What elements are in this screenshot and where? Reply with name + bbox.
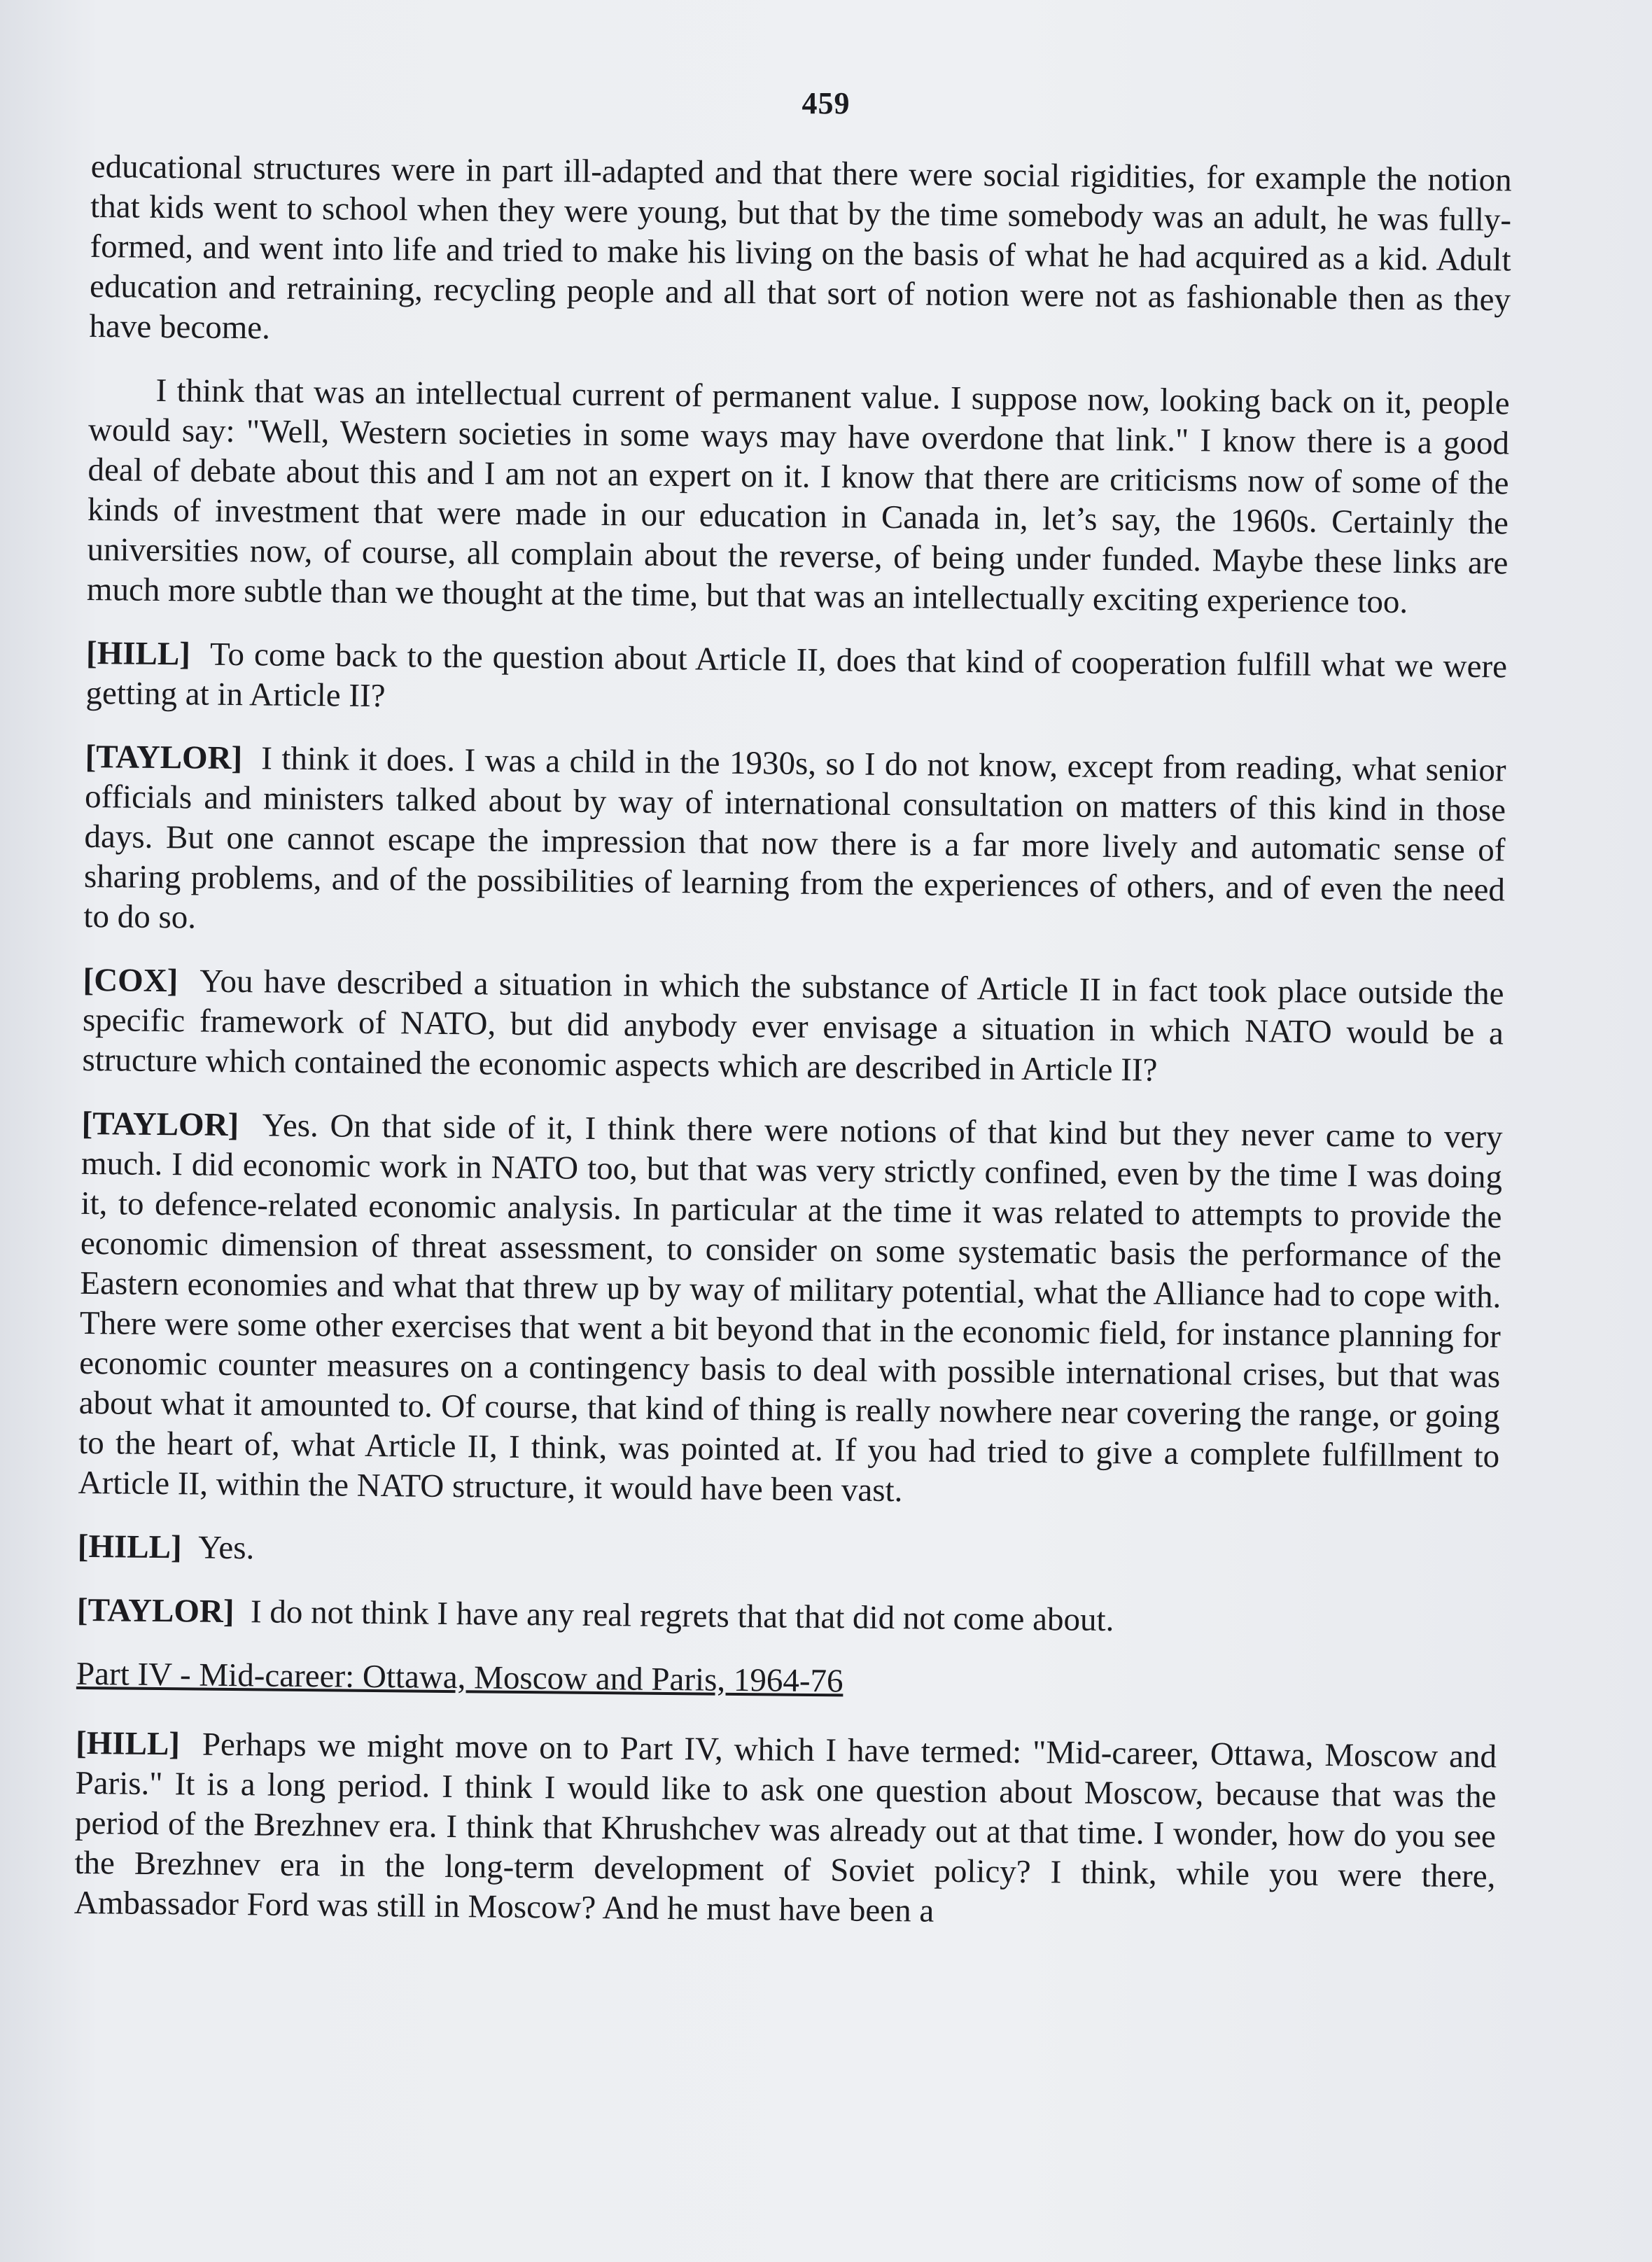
speaker-label: [HILL] <box>77 1528 182 1566</box>
paragraph <box>85 634 1507 727</box>
speaker-label: [HILL] <box>75 1724 181 1763</box>
speaker-label: [TAYLOR] <box>85 738 243 777</box>
paragraph <box>78 1527 1499 1580</box>
transcript-body <box>74 147 1512 1960</box>
section-heading: Part IV - Mid-career: Ottawa, Moscow and Paris, 1964-76 <box>76 1655 844 1700</box>
page-number: 459 <box>802 86 850 120</box>
paragraph-text: Yes. On that side of it, I think there were notions of that kind but they never came to very much. I did economic work in NATO too, but that was very strictly confined, even by the time I was doing it, to defence-related economic analysis. In particular at the time it was related to attempts to provide the economic dimension of threat assessment, to consider on some systematic basis the performance of the Eastern economies and what that threw up by way of military potential, what the Alliance had to cope with. There were some other exercises that went a bit beyond that in the economic field, for instance planning for economic counter measures on a contingency basis to deal with possible international crises, but that was about what it amounted to. Of course, that kind of thing is really nowhere near covering the range, or going to the heart of, what Article II, I think, was pointed at. If you had tried to give a complete fulfillment to Article II, within the NATO structure, it would have been vast. <box>78 1107 1503 1509</box>
paragraph-text: Perhaps we might move on to Part IV, which I have termed: "Mid-career, Ottawa, Moscow and Paris." It is a long period. I think I would like to ask one question about Moscow, because that was the period of the Brezhnev era. I think that Khrushchev was already out at that time. I wonder, how do you see the Brezhnev era in the long-term development of Soviet policy? I think, while you were there, Ambassador Ford was still in Moscow? And he must have been a <box>74 1726 1497 1929</box>
paragraph <box>78 1104 1502 1516</box>
paragraph <box>74 1724 1497 1936</box>
speaker-label: [HILL] <box>85 634 191 673</box>
paragraph-text: I think it does. I was a child in the 1930s, so I do not know, except from reading, what senior officials and ministers talked about by way of international consultation on matters of this kind in those days. But one cannot escape the impression that now there is a far more lively and automatic sense of sharing problems, and of the possibilities of learning from the experiences of others, and of even the need to do so. <box>83 740 1506 936</box>
paragraph-text: I think that was an intellectual current of permanent value. I suppose now, looking back on it, people would say: "Well, Western societies in some ways may have overdone that link." I know there is a good deal of debate about this and I am not an expert on it. I know that there are criticisms now of some of the kinds of investment that were made in our education in Canada in, let’s say, the 1960s. Certainly the universities now, of course, all complain about the reverse, of being under funded. Maybe these links are much more subtle than we thought at the time, but that was an intellectually exciting experience too. <box>86 372 1510 621</box>
paragraph-text: I do not think I have any real regrets that that did not come about. <box>250 1593 1114 1639</box>
paragraph <box>89 147 1512 360</box>
speaker-label: [COX] <box>83 961 178 1000</box>
speaker-label: [TAYLOR] <box>76 1591 234 1631</box>
paragraph-text: You have described a situation in which the substance of Article II in fact took place outside the specific framework of NATO, but did anybody ever envisage a situation in which NATO would be a structure which contained the economic aspects which are described in Article II? <box>82 963 1504 1089</box>
paragraph <box>77 1591 1498 1644</box>
paragraph-text: educational structures were in part ill-adapted and that there were social rigidities, for example the notion that kids went to school when they were young, but that by the time somebody was an adult, he was fully-formed, and went into life and tried to make his living on the basis of what he had acquired as a kid. Adult education and retraining, recycling people and all that sort of notion were not as fashionable then as they have become. <box>89 148 1512 347</box>
paragraph-text: To come back to the question about Article II, does that kind of cooperation fulfill what we were getting at in Article II? <box>85 636 1508 715</box>
paragraph-text: Yes. <box>197 1529 255 1567</box>
paragraph <box>83 737 1506 950</box>
paragraph <box>87 370 1510 623</box>
speaker-label: [TAYLOR] <box>81 1105 239 1144</box>
paragraph <box>82 961 1504 1094</box>
